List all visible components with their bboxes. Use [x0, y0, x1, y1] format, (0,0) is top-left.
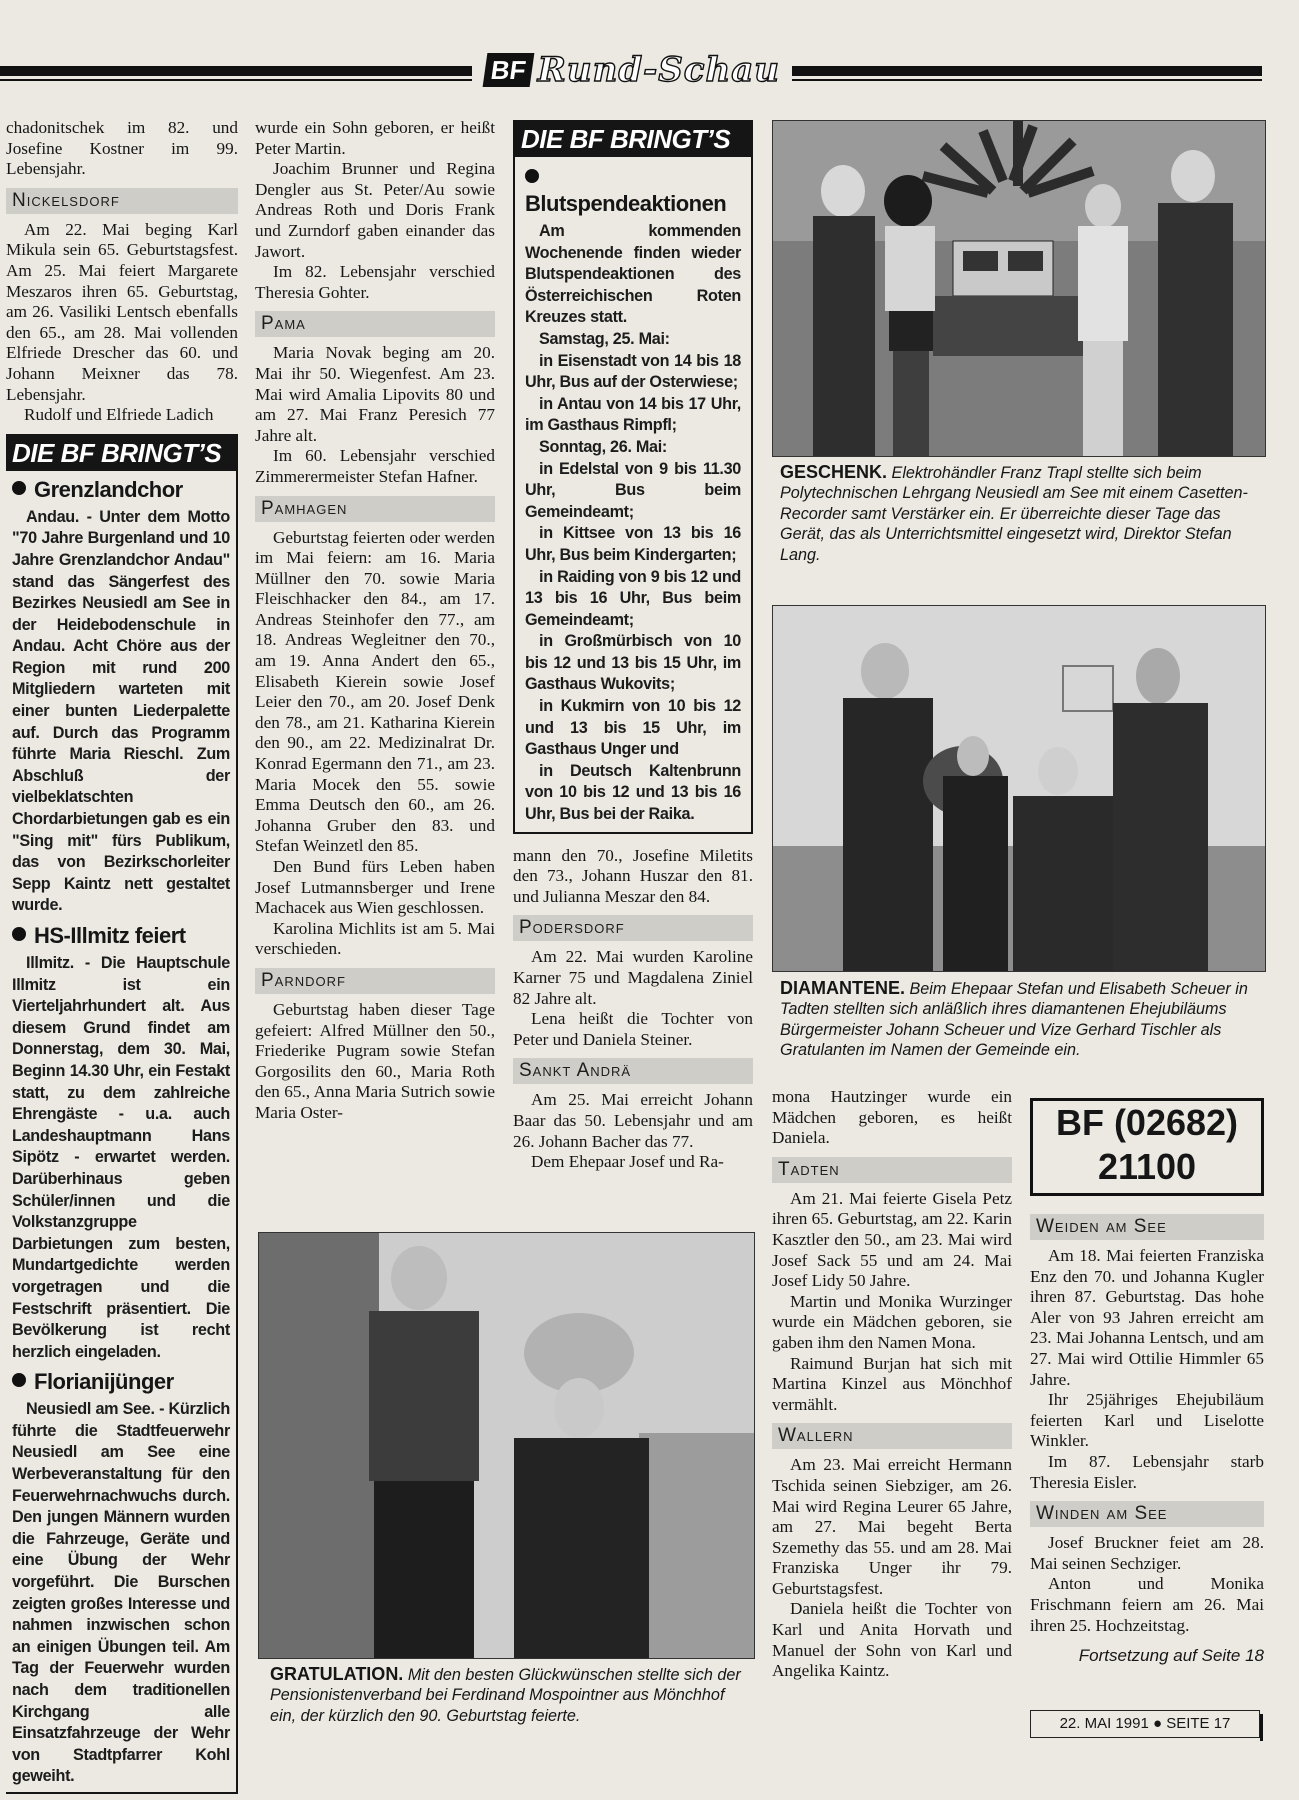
blutspende-line: in Deutsch Kaltenbrunn von 10 bis 12 und 13 bis 16 Uhr, Bus bei der Raika. — [525, 761, 741, 824]
phone-number: 21100 — [1097, 1146, 1197, 1187]
section-title-nickelsdorf: Nickelsdorf — [6, 188, 238, 214]
col1-nickelsdorf: Am 22. Mai beging Karl Mikula sein 65. Geburtstagsfest. Am 25. Mai feiert Margarete Meszaros ihren 65. Geburtstag, am 26. Vasiliki Lentsch ebenfalls den 65., am 28. Mai vollenden Elfriede Drescher das 60. und Johann Meixner das 78. Lebensjahr. Rudolf und Elfriede Ladich — [6, 219, 238, 425]
blutspende-line: in Edelstal von 9 bis 11.30 Uhr, Bus beim Gemeindeamt; — [525, 459, 741, 521]
page-footer: 22. MAI 1991 ● SEITE 17 — [1030, 1710, 1260, 1738]
col1-intro: chadonitschek im 82. und Josefine Kostner im 99. Lebensjahr. — [6, 118, 238, 179]
photo-gratulation-image — [259, 1233, 754, 1658]
bf-bringts-box-1 — [6, 434, 238, 1794]
caption-head: GESCHENK. — [780, 462, 888, 482]
section-title-podersdorf: Podersdorf — [513, 915, 753, 941]
section-title-wallern: Wallern — [772, 1423, 1012, 1449]
bf-bringts-header: DIE BF BRINGT’S — [515, 122, 751, 157]
col2-pamhagen: Geburtstag feierten oder werden im Mai feiern: am 16. Maria Müllner den 70. sowie Maria Fleischhacker den 84., am 17. Andreas Steinhofer den 77., am 18. Andreas Wegleitner den 70., am 19. Anna Andert den 65., Elisabeth Kierein sowie Josef Leier den 70., am 20. Josef Denk den 78., am 21. Katharina Kierein den 90., am 22. Medizinalrat Dr. Konrad Egermann den 71., am 23. Maria Mocek den 55. sowie Emma Deutsch den 60., am 26. Johanna Gruber den 83. und Stefan Weinzetl den 85. Den Bund fürs Leben haben Josef Lutmannsberger und Irene Machacek aus Wien geschlossen. Karolina Michlits ist am 5. Mai verschieden. — [255, 527, 495, 959]
article-grenzlandchor: Andau. - Unter dem Motto "70 Jahre Burgenland und 10 Jahre Grenzlandchor Andau" stand das Sängerfest des Bezirkes Neusiedl am See in der Heidebodenschule in Andau. Acht Chöre aus der Region mit rund 200 Mitgliedern warteten mit einer bunten Liederpalette auf. Durch das Programm führte Maria Rieschl. Zum Abschluß der vielbeklatschten Chordarbietungen gab es ein "Sing mit" fürs Publikum, das von Bezirkschorleiter Sepp Kaintz nett gestaltet wurde. — [12, 507, 230, 915]
bullet-icon — [12, 481, 26, 495]
col3-podersdorf: Am 22. Mai wurden Karoline Karner 75 und Magdalena Ziniel 82 Jahre alt. Lena heißt die Tochter von Peter und Daniela Steiner. — [513, 947, 753, 1049]
article-florianijuenger: Neusiedl am See. - Kürzlich führte die Stadtfeuerwehr Neusiedl am See eine Werbeveranstaltung für den Feuerwehrnachwuchs durch. Den jungen Männern wurden die Fahrzeuge, Geräte und eine Übung der Wehr vorgeführt. Die Burschen zeigten großes Interesse und nahmen inzwischen schon an einigen Übungen teil. Am Tag der Feuerwehr wurden nach dem traditionellen Kirchgang alle Einsatzfahrzeuge der Wehr von Stadtpfarrer Kohl geweiht. — [12, 1400, 230, 1786]
col2-pama: Maria Novak beging am 20. Mai ihr 50. Wiegenfest. Am 23. Mai wird Amalia Lipovits 80 und am 27. Mai Franz Peresich 77 Jahre alt. Im 60. Lebensjahr verschied Zimmerermeister Stefan Hafner. — [255, 343, 495, 486]
section-title-winden: Winden am See — [1030, 1501, 1264, 1527]
masthead-rule-right — [792, 66, 1262, 76]
col2-top: wurde ein Sohn geboren, er heißt Peter Martin. Joachim Brunner und Regina Dengler aus St. Peter/Au sowie Andreas Roth und Doris Frank und Zurndorf gaben einander das Jawort. Im 82. Lebensjahr verschied Theresia Gohter. — [255, 118, 495, 302]
col5-weiden: Am 18. Mai feierten Franziska Enz den 70. und Johanna Kugler ihren 87. Geburtstag. Das hohe Aler von 93 Jahren erreicht am 23. Mai Johanna Lentsch, und am 27. Mai wird Ottilie Himmler 65 Jahre. Ihr 25jähriges Ehejubiläum feierten Karl und Liselotte Winkler. Im 87. Lebensjahr starb Theresia Eisler. — [1030, 1246, 1264, 1492]
masthead-logo — [485, 52, 780, 88]
masthead-rule-left — [0, 66, 472, 76]
caption-text: Beim Ehepaar Stefan und Elisabeth Scheuer in Tadten stellten sich anläßlich ihres diamantenen Ehejubiläums Bürgermeister Johann Scheuer und Vize Gerhard Tischler als Gratulanten im Namen der Gemeinde ein. — [780, 980, 1248, 1060]
col4-top: mona Hautzinger wurde ein Mädchen geboren, es heißt Daniela. — [772, 1087, 1012, 1148]
subhead-florianijuenger: Florianijünger — [12, 1369, 230, 1395]
fortsetzung-note: Fortsetzung auf Seite 18 — [1078, 1646, 1264, 1666]
subhead-blutspendeaktionen: Blutspendeaktionen — [525, 165, 741, 217]
column-2 — [255, 118, 495, 1124]
bf-bringts-header: DIE BF BRINGT’S — [6, 436, 236, 471]
section-title-tadten: Tadten — [772, 1157, 1012, 1183]
blutspende-line: Samstag, 25. Mai: — [539, 329, 670, 348]
caption-gratulation — [270, 1664, 750, 1726]
subhead-grenzlandchor: Grenzlandchor — [12, 477, 230, 503]
caption-text: Elektrohändler Franz Trapl stellte sich beim Polytechnischen Lehrgang Neusiedl am See mit einem Casetten-Recorder samt Verstärker ein. Er überreichte dieser Tage das Gerät, das als Unterrichtsmittel eingesetzt wird, Direktor Stefan Lang. — [780, 464, 1248, 564]
col2-parndorf: Geburtstag haben dieser Tage gefeiert: Alfred Müllner den 50., Friederike Pugram sowie Stefan Gorgosilits den 60., Maria Roth den 65., Anna Maria Sutrich sowie Maria Oster- — [255, 999, 495, 1122]
col3-sankt-andrae: Am 25. Mai erreicht Johann Baar das 50. Lebensjahr und am 26. Johann Bacher das 77. Dem Ehepaar Josef und Ra- — [513, 1090, 753, 1172]
caption-diamantene — [780, 978, 1260, 1061]
photo-diamantene-image — [773, 606, 1265, 971]
phone-box — [1030, 1098, 1264, 1196]
bf-bringts-content — [515, 157, 751, 832]
caption-head: DIAMANTENE. — [780, 978, 905, 998]
blutspende-line: in Raiding von 9 bis 12 und 13 bis 16 Uhr, Bus beim Gemeindeamt; — [525, 567, 741, 629]
phone-label: BF (02682) — [1055, 1102, 1239, 1143]
blutspende-line: in Eisenstadt von 14 bis 18 Uhr, Bus auf der Osterwiese; — [525, 351, 741, 392]
col4-wallern: Am 23. Mai erreicht Hermann Tschida seinen Siebziger, am 26. Mai wird Regina Leurer 65 Jahre, am 27. Mai begeht Berta Szemethy das 55. und am 28. Mai Franziska Unger ihr 79. Geburtstagsfest. Daniela heißt die Tochter von Karl und Anita Horvath und Manuel der Sohn von Karl und Angelika Kaintz. — [772, 1455, 1012, 1681]
col4-tadten: Am 21. Mai feierte Gisela Petz ihren 65. Geburtstag, am 22. Karin Kasztler den 50., am 23. Mai wird Josef Sack 55 und am 24. Mai Josef Lidy 50 Jahre. Martin und Monika Wurzinger wurde ein Mädchen geboren, sie gaben ihm den Namen Mona. Raimund Burjan hat sich mit Martina Kinzel aus Mönchhof vermählt. — [772, 1188, 1012, 1414]
blutspende-line: in Großmürbisch von 10 bis 12 und 13 bis 15 Uhr, im Gasthaus Wukovits; — [525, 632, 741, 694]
masthead — [0, 48, 1299, 92]
section-title-pama: Pama — [255, 311, 495, 337]
section-title-parndorf: Parndorf — [255, 968, 495, 994]
col3-continued: mann den 70., Josefine Miletits den 73., Johann Huszar den 81. und Julianna Meszar den 84. — [513, 845, 753, 906]
blutspende-line: in Antau von 14 bis 17 Uhr, im Gasthaus Rimpfl; — [525, 394, 741, 435]
article-hs-illmitz: Illmitz. - Die Hauptschule Illmitz ist ein Vierteljahrhundert alt. Aus diesem Grund findet am Donnerstag, dem 30. Mai, Beginn 14.30 Uhr, ein Festakt statt, zu dem zahlreiche Ehrengäste - u.a. auch Landeshauptmann Hans Sipötz - erwartet werden. Darüberhinaus geben Schüler/innen und die Volkstanzgruppe Darbietungen zum besten, Mundartgedichte werden vorgetragen und die Festschrift präsentiert. Die Bevölkerung ist recht herzlich eingeladen. — [12, 954, 230, 1361]
bf-bringts-box-2 — [513, 120, 753, 834]
section-title-pamhagen: Pamhagen — [255, 496, 495, 522]
photo-diamantene — [772, 605, 1266, 972]
blutspende-line: in Kittsee von 13 bis 16 Uhr, Bus beim Kindergarten; — [525, 524, 741, 564]
bf-logo: BF — [483, 53, 534, 87]
masthead-title: Rund-Schau — [537, 50, 780, 90]
section-title-weiden: Weiden am See — [1030, 1214, 1264, 1240]
blutspende-line: in Kukmirn von 10 bis 12 und 13 bis 15 Uhr, im Gasthaus Unger und — [525, 697, 741, 759]
blutspende-line: Sonntag, 26. Mai: — [539, 437, 668, 456]
col5-winden: Josef Bruckner feiet am 28. Mai seinen Sechziger. Anton und Monika Frischmann feiern am 26. Mai ihren 25. Hochzeitstag. — [1030, 1533, 1264, 1635]
column-5 — [1030, 1206, 1264, 1666]
caption-geschenk — [780, 462, 1260, 565]
photo-gratulation — [258, 1232, 755, 1659]
column-3 — [513, 120, 753, 1173]
bf-bringts-content — [6, 477, 236, 1792]
column-4 — [772, 1087, 1012, 1682]
subhead-hs-illmitz: HS-Illmitz feiert — [12, 923, 230, 949]
bullet-icon — [12, 1373, 26, 1387]
section-title-sankt-andrae: Sankt Andrä — [513, 1058, 753, 1084]
bullet-icon — [525, 169, 539, 183]
photo-geschenk — [772, 120, 1266, 457]
caption-text: Mit den besten Glückwünschen stellte sich der Pensionistenverband bei Ferdinand Mospointner aus Mönchhof ein, der kürzlich den 90. Geburtstag feierte. — [270, 1666, 741, 1725]
column-1 — [6, 118, 238, 1794]
bullet-icon — [12, 927, 26, 941]
article-blutspende: Am kommenden Wochenende finden wieder Blutspendeaktionen des Österreichischen Roten Kreuzes statt. Samstag, 25. Mai: in Eisenstadt von 14 bis 18 Uhr, Bus auf der Osterwiese; in Antau von 14 bis 17 Uhr, im Gasthaus Rimpfl; Sonntag, 26. Mai: in Edelstal von 9 bis 11.30 Uhr, Bus beim Gemeindeamt; in Kittsee von 13 bis 16 Uhr, Bus beim Kindergarten; in Raiding von 9 bis 12 und 13 bis 16 Uhr, Bus beim Gemeindeamt; in Großmürbisch von 10 bis 12 und 13 bis 15 Uhr, im Gasthaus Wukovits; in Kukmirn von 10 bis 12 und 13 bis 15 Uhr, im Gasthaus Unger und in Deutsch Kaltenbrunn von 10 bis 12 und 13 bis 16 Uhr, Bus bei der Raika. — [525, 221, 741, 826]
photo-geschenk-image — [773, 121, 1265, 456]
caption-head: GRATULATION. — [270, 1664, 404, 1684]
